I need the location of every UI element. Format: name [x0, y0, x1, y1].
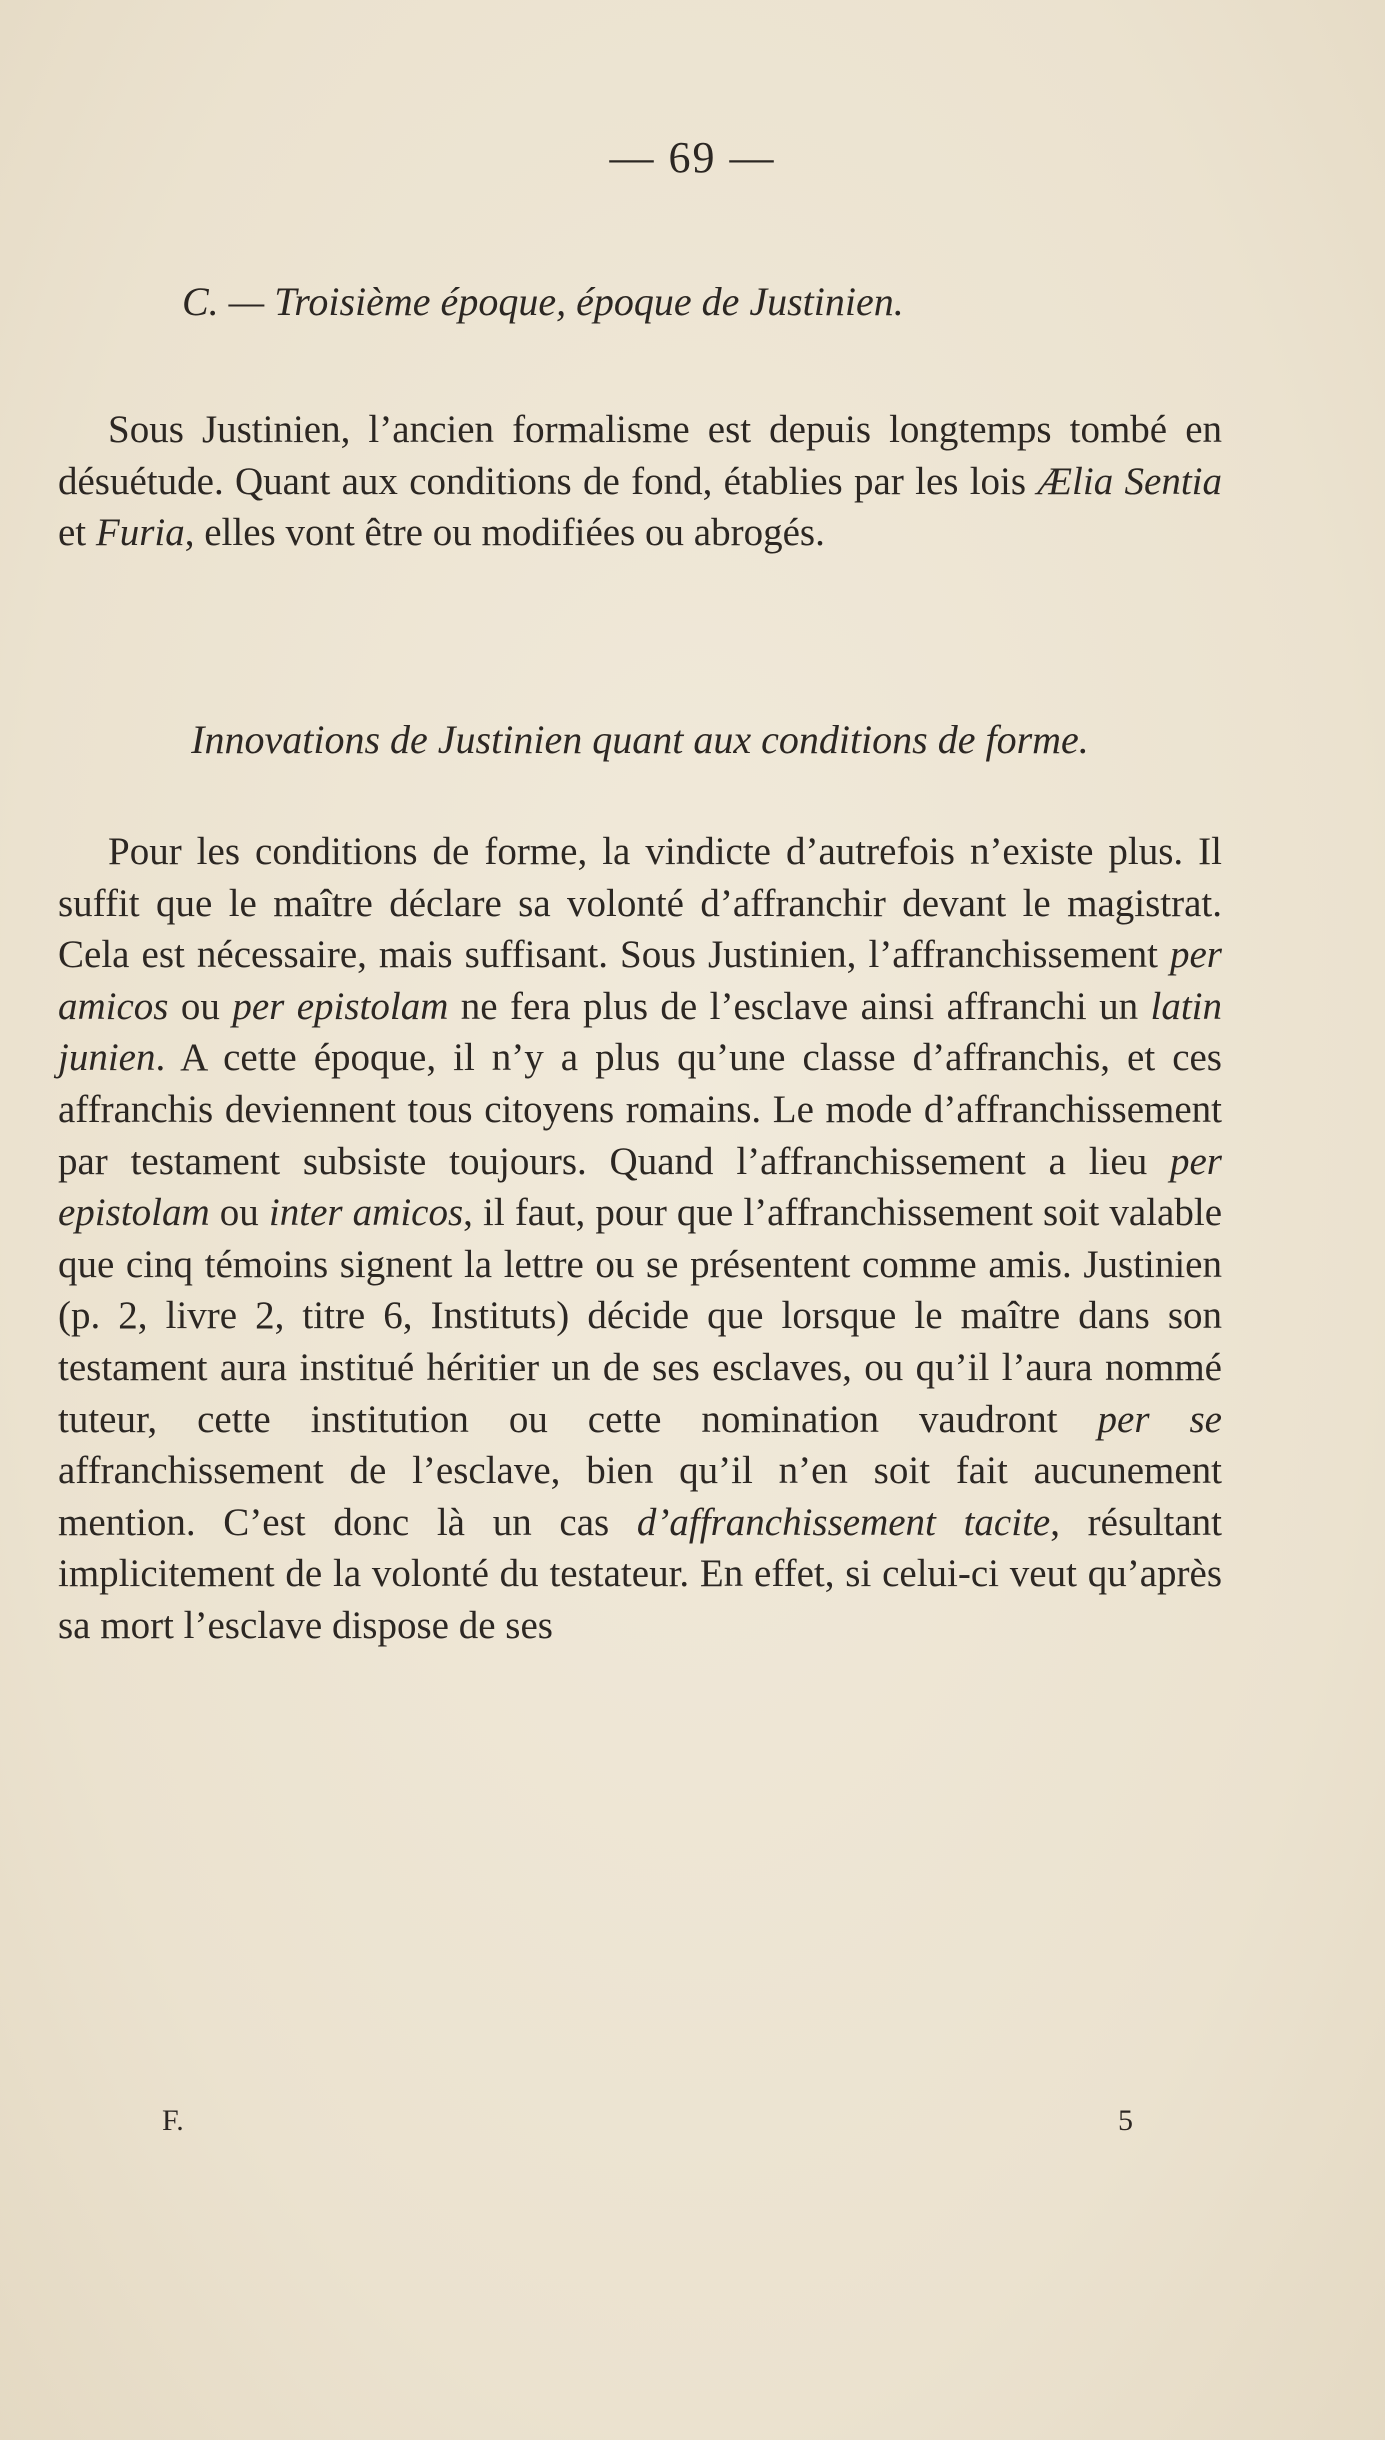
sub-heading: Innovations de Justinien quant aux conditions de forme.: [191, 717, 1089, 762]
text-run: , elles vont être ou modifiées ou abrogés.: [184, 511, 825, 555]
italic-run: per epistolam: [232, 984, 449, 1028]
section-heading: [182, 278, 1182, 325]
italic-run: latin junien: [58, 984, 1223, 1080]
italic-run: per amicos: [58, 933, 1222, 1028]
text-run: , il faut, pour que l’affranchissement soit valable que cinq témoins signent la lettre ou se présentent comme amis. Justinien (p. 2, livre 2, titre 6, Instituts) décide que lorsque le maître dans son testament aura institué héritier un de ses esclaves, ou qu’il l’aura nommé tuteur, cette institution ou cette nomination vaudront: [58, 1191, 1223, 1441]
italic-run: Furia: [95, 511, 185, 555]
text-run: . A cette époque, il n’y a plus qu’une classe d’affranchis, et ces affranchis deviennent tous citoyens romains. Le mode d’affranchissement par testament subsiste toujours. Quand l’affranchissement a lieu: [58, 1036, 1222, 1183]
signature-mark: F.: [162, 2104, 184, 2137]
page-number: — 69 —: [609, 133, 776, 182]
text-run: affranchissement de l’esclave, bien qu’il n’en soit fait aucunement mention. C’est donc là un cas: [58, 1449, 1222, 1544]
italic-run: per se: [1097, 1397, 1222, 1441]
paragraph-2: [58, 826, 1222, 1652]
italic-run: per epistolam: [58, 1139, 1222, 1235]
italic-run: d’affranchissement tacite: [636, 1500, 1051, 1544]
folio-mark: 5: [1118, 2104, 1133, 2137]
paragraph-1: [58, 404, 1222, 559]
page-footer: [0, 2104, 1385, 2144]
section-label: C. —: [182, 279, 265, 324]
text-run: et: [58, 511, 96, 555]
text-run: Sous Justinien, l’ancien formalisme est depuis longtemps tombé en désuétude. Quant aux conditions de fond, établies par les lois: [58, 408, 1222, 503]
italic-run: Ælia Sentia: [1037, 459, 1222, 503]
text-run: Pour les conditions de forme, la vindicte d’autrefois n’existe plus. Il suffit que le maître déclare sa volonté d’affranchir devant le magistrat. Cela est nécessaire, mais suffisant. Sous Justinien, l’affranchissement: [58, 830, 1222, 977]
text-run: ou: [168, 984, 233, 1028]
italic-run: inter amicos: [268, 1191, 464, 1235]
text-run: , résultant implicitement de la volonté du testateur. En effet, si celui-ci veut qu’après sa mort l’esclave dispose de ses: [58, 1500, 1222, 1647]
section-title: Troisième époque, époque de Justinien.: [274, 279, 904, 324]
text-run: ou: [209, 1191, 269, 1235]
text-run: ne fera plus de l’esclave ainsi affranchi un: [448, 984, 1151, 1028]
